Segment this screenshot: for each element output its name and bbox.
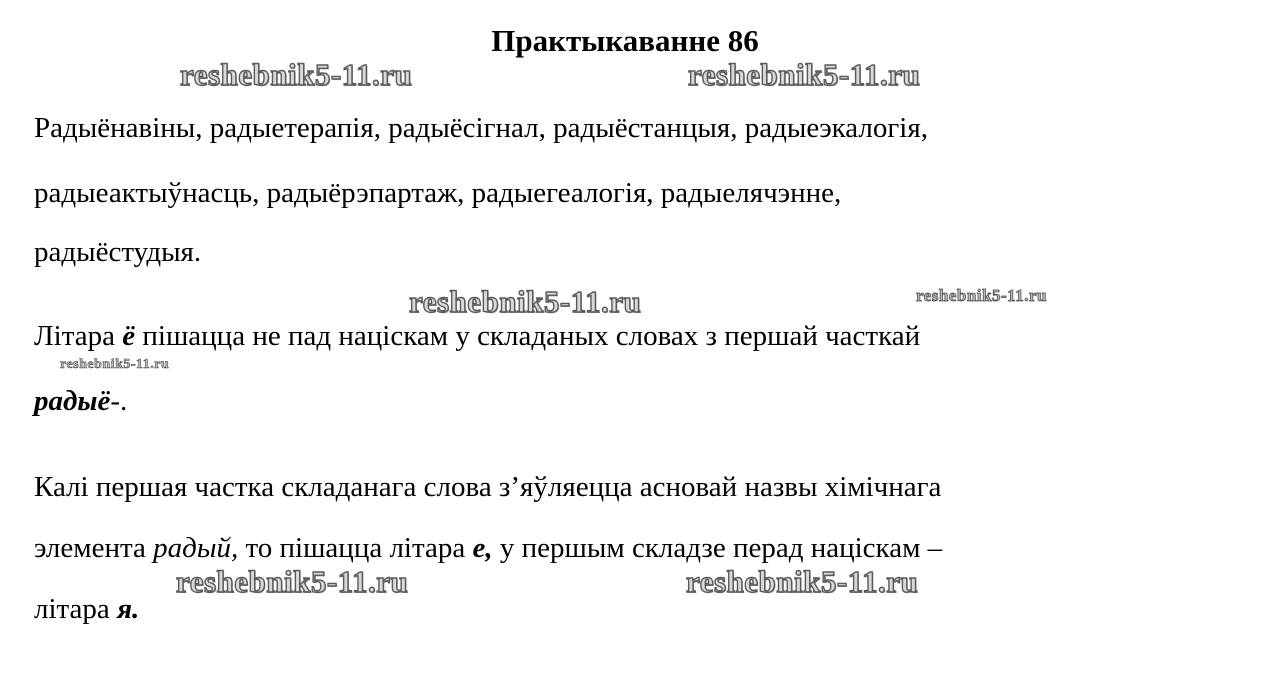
rule-line-2: [34, 383, 127, 419]
watermark: reshebnik5-11.ru: [409, 284, 642, 319]
rule2-line-3: літара я.: [34, 593, 140, 625]
watermark: reshebnik5-11.ru: [686, 564, 919, 599]
rule-text-start: Літара: [34, 320, 123, 352]
watermark: reshebnik5-11.ru: [60, 357, 170, 372]
rule2-line-2: элемента радый, то пішацца літара е, у першым складзе перад націскам –: [34, 532, 943, 564]
word-list-line-2: радыеактыўнасць, радыёрэпартаж, радыегеалогія, радыелячэнне,: [34, 177, 842, 209]
prefix-tail: -.: [110, 385, 128, 417]
letter-ya: я.: [117, 593, 140, 625]
watermark: reshebnik5-11.ru: [916, 286, 1047, 305]
rule-line-1: [34, 318, 920, 354]
watermark: reshebnik5-11.ru: [180, 57, 413, 92]
letter-e: е,: [472, 532, 493, 564]
watermark: reshebnik5-11.ru: [176, 564, 409, 599]
prefix-radyo: радыё: [34, 385, 111, 417]
element-name: радый,: [153, 532, 239, 564]
word-list-line-1: Радыёнавіны, радыетерапія, радыёсігнал, радыёстанцыя, радыеэкалогія,: [34, 112, 928, 144]
rule2-line-1: Калі першая частка складанага слова з’яўляецца асновай назвы хімічнага: [34, 471, 942, 503]
exercise-title: Практыкаванне 86: [491, 23, 759, 58]
rule-text-end: пішацца не пад націскам у складаных словах з першай часткай: [135, 320, 921, 352]
letter-yo: ё: [122, 320, 136, 352]
watermark: reshebnik5-11.ru: [688, 57, 921, 92]
word-list-line-3: радыёстудыя.: [34, 236, 202, 268]
